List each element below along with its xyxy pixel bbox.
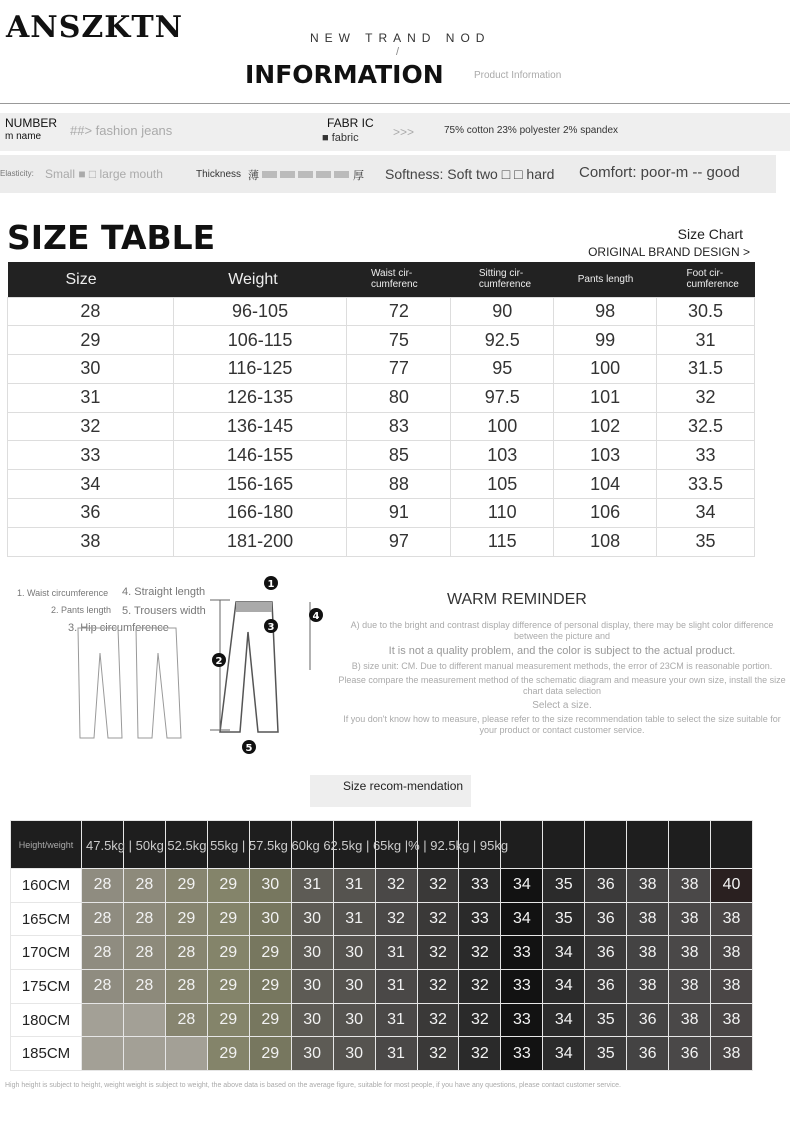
size-cell: 38 (669, 936, 711, 970)
table-cell: 91 (347, 499, 451, 528)
table-row (8, 412, 755, 441)
info-bar-properties (0, 155, 776, 193)
table-cell: 38 (8, 527, 174, 556)
size-cell: 28 (165, 970, 207, 1004)
weight-header-cell (543, 821, 585, 869)
table-cell: 30.5 (657, 297, 755, 326)
table-cell: 33 (657, 441, 755, 470)
size-cell: 36 (585, 936, 627, 970)
size-cell: 31 (333, 902, 375, 936)
thickness-thick: 厚 (353, 170, 364, 182)
measure-label-waist: 1. Waist circumference (17, 588, 109, 598)
table-cell: 101 (554, 383, 657, 412)
table-cell: 97.5 (451, 383, 554, 412)
size-cell: 30 (333, 1003, 375, 1037)
size-cell: 38 (627, 936, 669, 970)
size-cell: 33 (501, 1037, 543, 1071)
weight-header-cell (669, 821, 711, 869)
table-cell: 181-200 (173, 527, 347, 556)
size-cell: 28 (123, 970, 165, 1004)
table-cell: 80 (347, 383, 451, 412)
size-cell: 36 (669, 1037, 711, 1071)
size-cell (165, 1037, 207, 1071)
size-cell: 32 (417, 1003, 459, 1037)
measure-label-straight: 4. Straight length (122, 586, 206, 598)
size-cell: 30 (291, 936, 333, 970)
thickness-scale (262, 171, 350, 178)
height-label: 160CM (11, 869, 82, 903)
col-header-pants-length: Pants length (554, 262, 657, 297)
table-cell: 146-155 (173, 441, 347, 470)
table-cell: 156-165 (173, 470, 347, 499)
table-cell: 98 (554, 297, 657, 326)
weight-header-cell (627, 821, 669, 869)
table-row (8, 326, 755, 355)
height-label: 170CM (11, 936, 82, 970)
size-cell: 38 (669, 902, 711, 936)
marker-1-label: 1 (267, 579, 275, 590)
table-row (8, 355, 755, 384)
table-cell: 96-105 (173, 297, 347, 326)
table-cell: 33.5 (657, 470, 755, 499)
table-cell: 32 (8, 412, 174, 441)
fabric-label: FABR IC (327, 116, 374, 130)
name-value: ##> fashion jeans (70, 123, 173, 138)
size-cell: 30 (333, 970, 375, 1004)
size-cell: 32 (459, 936, 501, 970)
table-cell: 36 (8, 499, 174, 528)
reminder-line: Select a size. (532, 700, 592, 711)
table-row (11, 936, 753, 970)
size-cell: 31 (375, 970, 417, 1004)
table-row (8, 441, 755, 470)
table-cell: 97 (347, 527, 451, 556)
size-table (7, 262, 755, 557)
number-label: NUMBER (5, 116, 58, 130)
table-cell: 32 (657, 383, 755, 412)
size-cell: 29 (249, 1037, 291, 1071)
measure-label-hip: 3. Hip circumference (68, 622, 169, 634)
thickness-thin: 薄 (248, 170, 259, 182)
size-cell: 38 (711, 936, 753, 970)
footer-note: High height is subject to height, weight weight is subject to weight, the above data is based on the average figure, suitable for most people, if you have any questions, please contact customer service. (5, 1082, 621, 1089)
size-cell: 35 (585, 1003, 627, 1037)
corner-label: Height/weight (11, 821, 82, 869)
name-label: m name (5, 131, 42, 142)
size-cell: 32 (375, 902, 417, 936)
size-cell: 34 (501, 869, 543, 903)
size-cell: 38 (669, 869, 711, 903)
table-cell: 110 (451, 499, 554, 528)
table-cell: 166-180 (173, 499, 347, 528)
size-cell: 29 (249, 1003, 291, 1037)
table-cell: 77 (347, 355, 451, 384)
table-row (8, 527, 755, 556)
size-cell: 29 (207, 869, 249, 903)
size-cell: 38 (669, 970, 711, 1004)
size-table-title: SIZE TABLE (7, 218, 216, 257)
size-cell (123, 1037, 165, 1071)
elasticity-value: Small ■ □ large mouth (45, 167, 163, 181)
size-cell: 36 (585, 902, 627, 936)
table-cell: 88 (347, 470, 451, 499)
size-cell: 38 (711, 1003, 753, 1037)
table-cell: 92.5 (451, 326, 554, 355)
table-cell: 85 (347, 441, 451, 470)
info-bar-product (0, 113, 790, 151)
size-cell: 29 (207, 902, 249, 936)
table-row (11, 869, 753, 903)
table-cell: 116-125 (173, 355, 347, 384)
size-cell: 32 (459, 1037, 501, 1071)
reminder-line: Please compare the measurement method of the schematic diagram and measure your own size, install the size chart data selection (338, 675, 786, 696)
table-cell: 136-145 (173, 412, 347, 441)
col-header-sitting: Sitting cir-cumference (451, 262, 554, 297)
size-cell: 34 (501, 902, 543, 936)
size-cell: 38 (627, 869, 669, 903)
measure-label-width: 5. Trousers width (122, 605, 206, 617)
col-header-waist: Waist cir-cumferenc (347, 262, 451, 297)
pants-front-sketch (78, 628, 122, 738)
marker-3-label: 3 (267, 622, 275, 633)
table-cell: 31 (657, 326, 755, 355)
page-title: INFORMATION (245, 60, 444, 89)
table-cell: 33 (8, 441, 174, 470)
table-cell: 72 (347, 297, 451, 326)
table-cell: 95 (451, 355, 554, 384)
comfort: Comfort: poor-m -- good (579, 164, 740, 181)
page-subtitle: Product Information (474, 70, 562, 81)
thickness-label: Thickness (196, 169, 242, 180)
size-cell: 28 (123, 869, 165, 903)
table-cell: 99 (554, 326, 657, 355)
table-cell: 34 (657, 499, 755, 528)
size-cell: 33 (459, 902, 501, 936)
arrows: >>> (393, 125, 415, 139)
table-cell: 103 (554, 441, 657, 470)
tagline: NEW TRAND NOD (310, 31, 491, 45)
size-cell: 35 (543, 869, 585, 903)
table-cell: 126-135 (173, 383, 347, 412)
size-cell: 36 (585, 970, 627, 1004)
height-label: 165CM (11, 902, 82, 936)
pants-back-sketch (136, 628, 181, 738)
size-cell (82, 1003, 124, 1037)
size-cell: 32 (417, 936, 459, 970)
waistband (236, 602, 272, 612)
height-label: 175CM (11, 970, 82, 1004)
size-cell: 29 (249, 936, 291, 970)
size-cell: 29 (207, 936, 249, 970)
table-cell: 30 (8, 355, 174, 384)
table-cell: 104 (554, 470, 657, 499)
size-cell: 30 (291, 1037, 333, 1071)
table-cell: 100 (451, 412, 554, 441)
height-label: 180CM (11, 1003, 82, 1037)
size-cell: 40 (711, 869, 753, 903)
brand-logo: ANSZKTN (6, 10, 184, 45)
col-header-weight: Weight (173, 262, 347, 297)
size-cell: 29 (207, 970, 249, 1004)
size-cell: 35 (543, 902, 585, 936)
size-cell: 38 (711, 902, 753, 936)
marker-2-label: 2 (215, 656, 223, 667)
table-row (8, 470, 755, 499)
size-cell: 38 (669, 1003, 711, 1037)
weight-header-cell (711, 821, 753, 869)
size-cell: 33 (459, 869, 501, 903)
reminder-line: It is not a quality problem, and the color is subject to the actual product. (388, 645, 736, 657)
size-cell: 34 (543, 1037, 585, 1071)
table-cell: 100 (554, 355, 657, 384)
size-cell: 36 (627, 1003, 669, 1037)
fabric-sub-label: ■ fabric (322, 132, 359, 144)
size-cell: 30 (291, 902, 333, 936)
fabric-value: 75% cotton 23% polyester 2% spandex (444, 125, 618, 136)
size-cell: 32 (417, 970, 459, 1004)
size-cell: 35 (585, 1037, 627, 1071)
size-cell: 33 (501, 936, 543, 970)
divider (0, 103, 790, 104)
size-cell: 30 (291, 1003, 333, 1037)
softness: Softness: Soft two □ □ hard (385, 166, 555, 182)
size-cell: 30 (291, 970, 333, 1004)
table-cell: 34 (8, 470, 174, 499)
size-cell: 34 (543, 1003, 585, 1037)
table-cell: 29 (8, 326, 174, 355)
size-cell (82, 1037, 124, 1071)
table-row (8, 383, 755, 412)
size-cell: 28 (165, 936, 207, 970)
size-cell: 29 (249, 970, 291, 1004)
brand-design-link[interactable]: ORIGINAL BRAND DESIGN > (588, 245, 750, 259)
size-cell: 38 (711, 1037, 753, 1071)
size-recommendation-table (10, 820, 753, 1071)
table-row (11, 970, 753, 1004)
size-cell: 28 (123, 936, 165, 970)
size-cell: 38 (627, 970, 669, 1004)
reminder-line: A) due to the bright and contrast display difference of personal display, there may be slight color difference between the picture and (350, 620, 774, 641)
table-row (8, 499, 755, 528)
size-cell: 32 (417, 902, 459, 936)
table-row (8, 297, 755, 326)
size-recommendation-button[interactable]: Size recom-mendation (310, 775, 471, 807)
size-cell: 36 (585, 869, 627, 903)
size-cell: 28 (82, 869, 124, 903)
table-cell: 35 (657, 527, 755, 556)
size-cell: 31 (291, 869, 333, 903)
size-cell: 31 (375, 936, 417, 970)
size-cell: 30 (333, 936, 375, 970)
reminder-line: B) size unit: CM. Due to different manual measurement methods, the error of 23CM is reasonable portion. (351, 661, 773, 671)
table-cell: 108 (554, 527, 657, 556)
table-row (11, 902, 753, 936)
size-cell: 29 (165, 869, 207, 903)
table-cell: 106-115 (173, 326, 347, 355)
table-row (11, 1037, 753, 1071)
size-cell: 34 (543, 970, 585, 1004)
size-cell: 28 (165, 1003, 207, 1037)
size-cell: 32 (459, 970, 501, 1004)
table-cell: 106 (554, 499, 657, 528)
size-cell: 34 (543, 936, 585, 970)
size-cell: 36 (627, 1037, 669, 1071)
size-chart-label: Size Chart (677, 226, 743, 242)
size-cell: 28 (123, 902, 165, 936)
size-cell: 32 (417, 869, 459, 903)
col-header-foot: Foot cir-cumference (657, 262, 755, 297)
divider-slash: / (396, 46, 400, 58)
size-cell: 31 (375, 1003, 417, 1037)
table-cell: 31.5 (657, 355, 755, 384)
size-cell: 29 (165, 902, 207, 936)
size-cell: 30 (249, 869, 291, 903)
col-header-size: Size (8, 262, 174, 297)
size-cell: 29 (207, 1003, 249, 1037)
size-cell: 30 (249, 902, 291, 936)
table-cell: 28 (8, 297, 174, 326)
size-cell: 28 (82, 970, 124, 1004)
size-cell: 38 (711, 970, 753, 1004)
size-cell: 32 (417, 1037, 459, 1071)
elasticity-label: Elasticity: (0, 169, 34, 178)
size-cell: 38 (627, 902, 669, 936)
table-row (11, 1003, 753, 1037)
size-cell: 29 (207, 1037, 249, 1071)
size-cell: 30 (333, 1037, 375, 1071)
size-cell: 28 (82, 936, 124, 970)
table-cell: 105 (451, 470, 554, 499)
size-cell: 33 (501, 1003, 543, 1037)
marker-5-label: 5 (245, 743, 253, 754)
table-cell: 32.5 (657, 412, 755, 441)
table-cell: 75 (347, 326, 451, 355)
weight-header-cell (585, 821, 627, 869)
size-cell: 33 (501, 970, 543, 1004)
warm-reminder-text (338, 620, 786, 739)
measure-label-pants: 2. Pants length (51, 605, 112, 615)
size-cell: 32 (375, 869, 417, 903)
pants-diagram (70, 570, 330, 760)
table-cell: 83 (347, 412, 451, 441)
weight-header: 47.5kg | 50kg 52.5kg 55kg | 57.5kg 60kg 62.5kg | 65kg |% | 92.5kg | 95kg (86, 838, 509, 853)
size-cell: 31 (375, 1037, 417, 1071)
reminder-line: If you don't know how to measure, please refer to the size recommendation table to select the size suitable for your product or contact customer service. (343, 714, 781, 735)
table-cell: 31 (8, 383, 174, 412)
table-cell: 103 (451, 441, 554, 470)
size-cell: 32 (459, 1003, 501, 1037)
marker-4-label: 4 (312, 611, 320, 622)
table-cell: 115 (451, 527, 554, 556)
size-cell: 31 (333, 869, 375, 903)
height-label: 185CM (11, 1037, 82, 1071)
warm-reminder-title: WARM REMINDER (447, 591, 587, 608)
table-cell: 90 (451, 297, 554, 326)
size-cell: 28 (82, 902, 124, 936)
table-cell: 102 (554, 412, 657, 441)
size-cell (123, 1003, 165, 1037)
